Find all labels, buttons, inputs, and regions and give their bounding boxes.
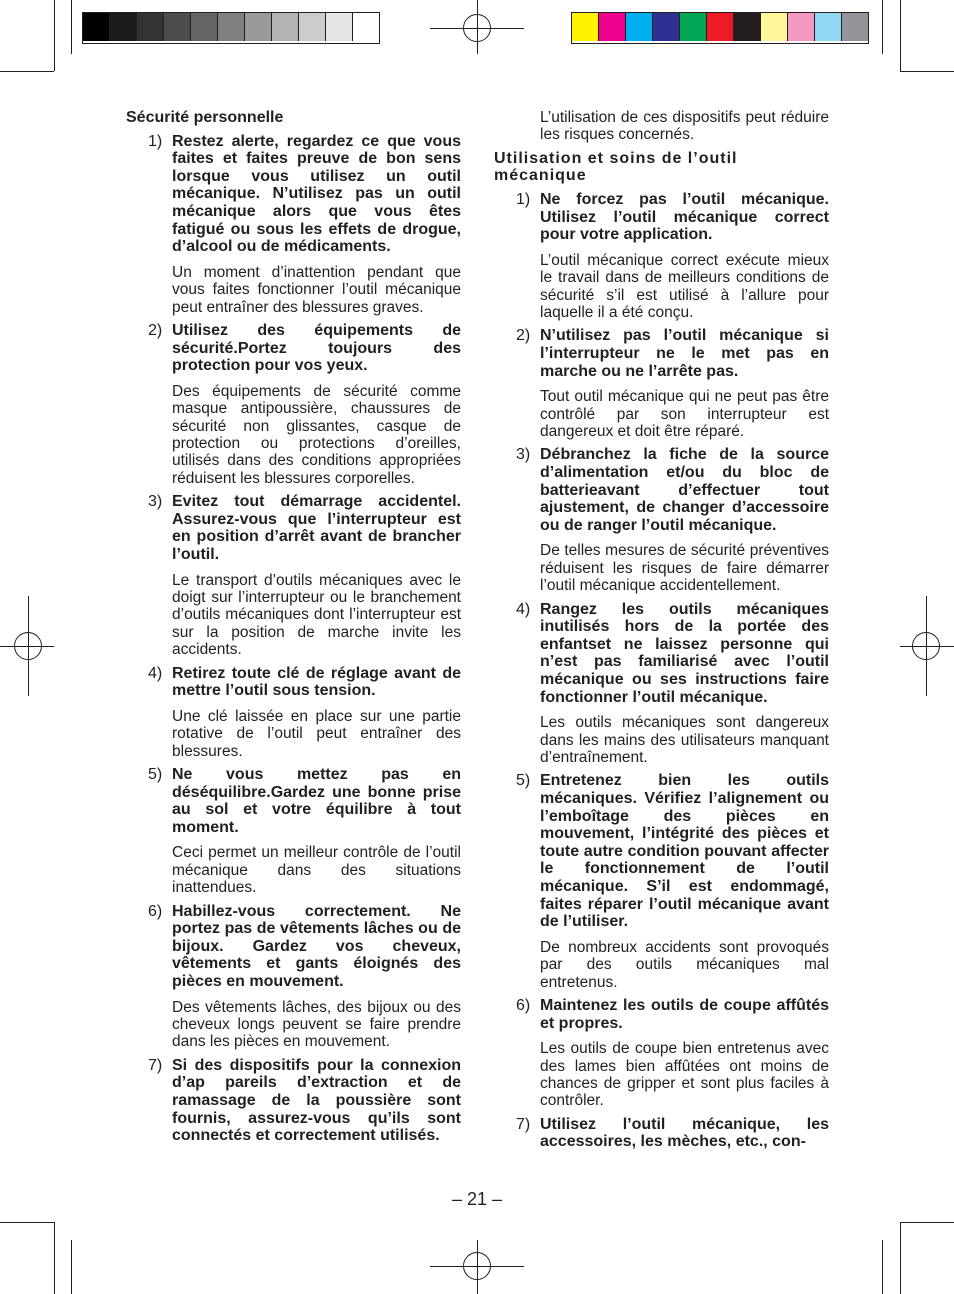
- crop-mark: [54, 1222, 55, 1294]
- item-instruction: Retirez toute clé de réglage avant de mettre l’outil sous tension.: [172, 664, 461, 700]
- item-number: 6): [148, 902, 163, 920]
- right-item-list: [494, 191, 829, 1151]
- item-number: 5): [516, 772, 531, 790]
- calibration-swatch: [137, 13, 164, 41]
- crop-mark: [882, 1240, 883, 1294]
- crop-mark: [71, 0, 72, 54]
- item-number: 6): [516, 996, 531, 1014]
- crop-mark: [54, 0, 55, 71]
- list-item: [126, 665, 461, 760]
- item-instruction: Ne vous mettez pas en déséquilibre.Gardez une bonne prise au sol et votre équilibre à tout moment.: [172, 766, 461, 836]
- list-item: [494, 1116, 829, 1151]
- item-explanation: Tout outil mécanique qui ne peut pas être contrôlé par son interrupteur est dangereux et doit être réparé.: [540, 388, 829, 440]
- list-item: [126, 903, 461, 1051]
- crop-mark: [900, 1222, 901, 1294]
- calibration-swatch: [572, 13, 599, 41]
- list-item: [126, 133, 461, 316]
- item-number: 3): [516, 446, 531, 464]
- item-number: 3): [148, 493, 163, 511]
- list-item: [494, 327, 829, 440]
- item-explanation: Des vêtements lâches, des bijoux ou des cheveux longs peuvent se faire prendre dans les pièces en mouvement.: [172, 998, 461, 1051]
- list-item: [494, 601, 829, 767]
- registration-target: [14, 632, 42, 660]
- crop-mark: [900, 1222, 954, 1223]
- item-instruction: Restez alerte, regardez ce que vous faites et faites preuve de bon sens lorsque vous utilisez un outil mécanique. N’utilisez pas un outil mécanique alors que vous êtes fatigué ou sous les effets de drogue, d’alcool ou de médicaments.: [172, 132, 461, 256]
- item-number: 7): [148, 1056, 163, 1074]
- calibration-swatch: [599, 13, 626, 41]
- item-explanation: Ceci permet un meilleur contrôle de l’outil mécanique dans des situations inattendues.: [172, 844, 461, 897]
- item-explanation: Des équipements de sécurité comme masque antipoussière, chaussures de sécurité non glissantes, casque de protection ou protections d’oreilles, utilisés dans des conditions appropriées réduisent les blessures corporelles.: [172, 382, 461, 487]
- calibration-swatch: [110, 13, 137, 41]
- calibration-swatch: [734, 13, 761, 41]
- continued-paragraph: L’utilisation de ces dispositifs peut réduire les risques concernés.: [540, 109, 829, 144]
- item-number: 4): [148, 664, 163, 682]
- item-number: 5): [148, 766, 163, 783]
- calibration-swatch: [788, 13, 815, 41]
- item-number: 1): [148, 132, 163, 150]
- calibration-swatch: [761, 13, 788, 41]
- item-instruction: Maintenez les outils de coupe affûtés et propres.: [540, 996, 829, 1032]
- calibration-swatch: [707, 13, 734, 41]
- calibration-swatch: [164, 13, 191, 41]
- crop-mark: [71, 1240, 72, 1294]
- item-explanation: Le transport d’outils mécaniques avec le doigt sur l’interrupteur ou le branchement d’outils mécaniques dont l’interrupteur est sur la position de marche invite les accidents.: [172, 571, 461, 659]
- calibration-swatch: [299, 13, 326, 41]
- item-instruction: Rangez les outils mécaniques inutilisés hors de la portée des enfantset ne laissez personne qui n’est pas familiarisé avec l’outil mécanique ou ses instructions faire fonctionner l’outil mécanique.: [540, 600, 829, 706]
- calibration-swatch: [842, 13, 868, 41]
- item-instruction: Entretenez bien les outils mécaniques. Vérifiez l’alignement ou l’emboîtage des pièces en mouvement, l’intégrité des pièces et toute autre condition pouvant affecter le fonctionnement de l’outil mécanique. S’il est endommagé, faites réparer l’outil mécanique avant de l’utiliser.: [540, 772, 829, 931]
- list-item: [126, 493, 461, 658]
- page-number: – 21 –: [451, 1189, 503, 1209]
- calibration-swatch: [353, 13, 379, 41]
- item-explanation: Un moment d’inattention pendant que vous faites fonctionner l’outil mécanique peut entraîner des blessures graves.: [172, 263, 461, 316]
- calibration-swatch: [191, 13, 218, 41]
- registration-target: [463, 14, 491, 42]
- calibration-swatch: [83, 13, 110, 41]
- left-column: [126, 109, 461, 1145]
- registration-target: [912, 632, 940, 660]
- crop-mark: [900, 0, 901, 71]
- item-explanation: L’outil mécanique correct exécute mieux le travail dans de meilleurs conditions de sécurité s’il est utilisé à l’allure pour laquelle il a été conçu.: [540, 251, 829, 321]
- registration-target: [463, 1252, 491, 1280]
- calibration-swatch: [653, 13, 680, 41]
- item-instruction: Evitez tout démarrage accidentel. Assurez-vous que l’interrupteur est en position d’arrêt avant de brancher l’outil.: [172, 493, 461, 563]
- item-instruction: Débranchez la fiche de la source d’alimentation et/ou du bloc de batterieavant d’effectuer tout ajustement, de changer d’accessoire ou de ranger l’outil mécanique.: [540, 446, 829, 534]
- item-explanation: Les outils de coupe bien entretenus avec des lames bien affûtées ont moins de chances de gripper et sont plus faciles à contrôler.: [540, 1040, 829, 1110]
- calibration-swatch: [272, 13, 299, 41]
- item-number: 4): [516, 600, 531, 618]
- color-calibration-bar: [571, 12, 869, 44]
- item-instruction: Utilisez des équipements de sécurité.Portez toujours des protection pour vos yeux.: [172, 321, 461, 375]
- item-number: 7): [516, 1115, 531, 1133]
- grayscale-calibration-bar: [82, 12, 380, 44]
- item-number: 2): [148, 321, 163, 339]
- calibration-swatch: [680, 13, 707, 41]
- crop-mark: [900, 71, 954, 72]
- list-item: [494, 997, 829, 1110]
- item-instruction: Habillez-vous correctement. Ne portez pas de vêtements lâches ou de bijoux. Gardez vos cheveux, vêtements et gants éloignés des pièces en mouvement.: [172, 902, 461, 990]
- right-column: [494, 109, 829, 1151]
- left-item-list: [126, 133, 461, 1145]
- crop-mark: [882, 0, 883, 54]
- item-explanation: De telles mesures de sécurité préventives réduisent les risques de faire démarrer l’outil mécanique accidentellement.: [540, 542, 829, 595]
- item-explanation: Une clé laissée en place sur une partie rotative de l’outil peut entraîner des blessures.: [172, 707, 461, 760]
- item-instruction: Ne forcez pas l’outil mécanique. Utilisez l’outil mécanique correct pour votre application.: [540, 191, 829, 244]
- calibration-swatch: [326, 13, 353, 41]
- item-explanation: De nombreux accidents sont provoqués par des outils mécaniques mal entretenus.: [540, 938, 829, 991]
- list-item: [126, 766, 461, 897]
- list-item: [494, 772, 829, 991]
- item-instruction: N’utilisez pas l’outil mécanique si l’interrupteur ne le met pas en marche ou ne l’arrête pas.: [540, 327, 829, 380]
- calibration-swatch: [218, 13, 245, 41]
- item-number: 2): [516, 327, 531, 345]
- item-number: 1): [516, 191, 531, 208]
- item-instruction: Utilisez l’outil mécanique, les accessoires, les mèches, etc., con-: [540, 1115, 829, 1151]
- crop-mark: [0, 71, 54, 72]
- calibration-swatch: [626, 13, 653, 41]
- list-item: [494, 446, 829, 594]
- list-item: [126, 1057, 461, 1145]
- calibration-swatch: [245, 13, 272, 41]
- item-instruction: Si des dispositifs pour la connexion d’ap pareils d’extraction et de ramassage de la poussière sont fournis, assurez-vous qu’ils sont connectés et correctement utilisés.: [172, 1056, 461, 1145]
- list-item: [126, 322, 461, 487]
- list-item: [494, 191, 829, 321]
- crop-mark: [0, 1222, 54, 1223]
- calibration-swatch: [815, 13, 842, 41]
- section-title-personal-safety: Sécurité personnelle: [126, 109, 284, 126]
- item-explanation: Les outils mécaniques sont dangereux dans les mains des utilisateurs manquant d’entraînement.: [540, 714, 829, 766]
- section-title-tool-use-care: Utilisation et soins de l’outil mécanique: [494, 149, 738, 185]
